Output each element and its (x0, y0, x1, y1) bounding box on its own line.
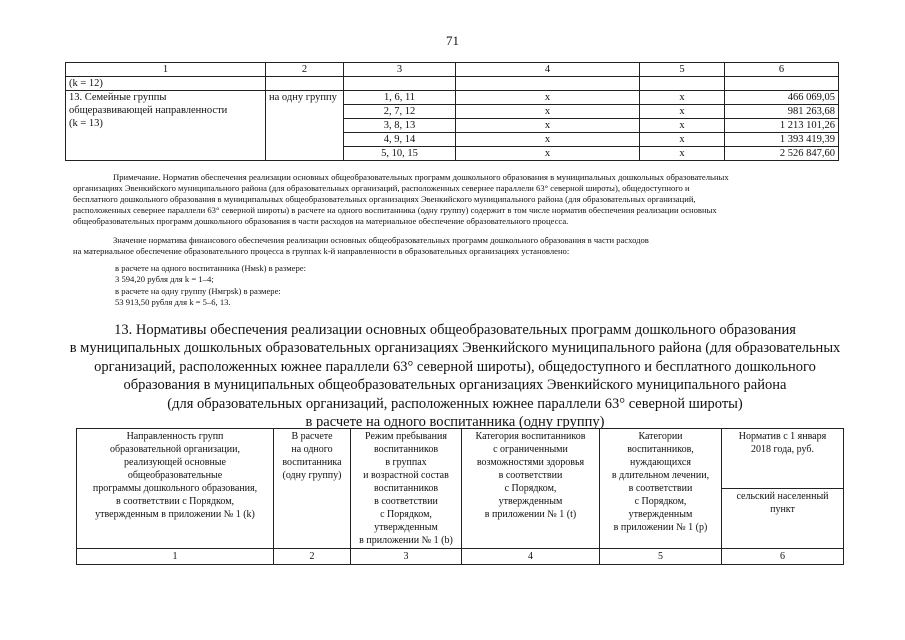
range-cell: 2, 7, 12 (344, 105, 456, 119)
col-3-header: 3 (344, 63, 456, 77)
col-number: 4 (462, 549, 600, 565)
value-cell: 2 526 847,60 (725, 147, 839, 161)
column-number-row (77, 549, 844, 565)
table-row (66, 91, 839, 105)
list-item: в расчете на одного воспитанника (Нмsk) в размере: (115, 263, 306, 273)
per-unit-header: В расчете на одного воспитанника (одну группу) (274, 429, 351, 549)
col-4-header: 4 (456, 63, 640, 77)
value-cell: 1 393 419,39 (725, 133, 839, 147)
note-paragraph: Примечание. Норматив обеспечения реализации основных общеобразовательных программ дошкольного образования в муниципальных дошкольных образовательных организациях Эвенкийского муниципального района (для образовательных организаций, расположенных севернее параллели 63° северной широты), общедоступного и бесплатного дошкольного образования в муниципальных общеобразовательных организациях Эвенкийского муниципального района (для образовательных организаций, расположенных севернее параллели 63° северной широты) в расчете на одного воспитанника (одну группу) содержит в том числе норматив обеспечения реализации основных общеобразовательных программ дошкольного образования в части расходов на материальное обеспечение образовательного процесса. (73, 172, 729, 226)
value-cell: 1 213 101,26 (725, 119, 839, 133)
x-cell: x (456, 133, 640, 147)
table-header-row (66, 63, 839, 77)
col-number: 1 (77, 549, 274, 565)
x-cell: x (456, 147, 640, 161)
range-cell: 1, 6, 11 (344, 91, 456, 105)
stay-mode-header: Режим пребывания воспитанников в группах и возрастной состав воспитанников в соответствии с Порядком, утвержденным в приложении № 1 (b) (351, 429, 462, 549)
unit-cell: на одну группу (266, 91, 344, 161)
list-item: 53 913,50 рубля для k = 5–6, 13. (115, 296, 231, 307)
x-cell: x (640, 147, 725, 161)
bottom-norms-table (76, 428, 844, 565)
range-cell: 3, 8, 13 (344, 119, 456, 133)
col-5-header: 5 (640, 63, 725, 77)
col-number: 5 (600, 549, 722, 565)
x-cell: x (456, 119, 640, 133)
continuation-cell: (k = 12) (66, 77, 266, 91)
range-cell: 5, 10, 15 (344, 147, 456, 161)
group-label-cell: 13. Семейные группы общеразвивающей направленности (k = 13) (66, 91, 266, 161)
norm-header: Норматив с 1 января 2018 года, руб. (722, 429, 844, 489)
x-cell: x (640, 119, 725, 133)
disability-category-header: Категория воспитанников с ограниченными возможностями здоровья в соответствии с Порядком, утвержденным в приложении № 1 (t) (462, 429, 600, 549)
direction-header: Направленность групп образовательной организации, реализующей основные общеобразовательные программы дошкольного образования, в соответствии с Порядком, утвержденным в приложении № 1 (k) (77, 429, 274, 549)
page-number: 71 (446, 33, 459, 48)
col-number: 2 (274, 549, 351, 565)
range-cell: 4, 9, 14 (344, 133, 456, 147)
x-cell: x (640, 105, 725, 119)
col-number: 6 (722, 549, 844, 565)
top-norms-table (65, 62, 839, 161)
norm-value-items (115, 263, 306, 308)
col-number: 3 (351, 549, 462, 565)
norm-value-paragraph: Значение норматива финансового обеспечения реализации основных общеобразовательных программ дошкольного образования в части расходов на материальное обеспечение образовательного процесса в группах k-й направленности в образовательных организациях установлено: (73, 235, 649, 256)
rural-settlement-header: сельский населенный пункт (722, 489, 844, 549)
col-6-header: 6 (725, 63, 839, 77)
list-item: в расчете на одну группу (Нмгрsk) в размере: (115, 285, 281, 296)
table-row (66, 77, 839, 91)
value-cell: 466 069,05 (725, 91, 839, 105)
col-2-header: 2 (266, 63, 344, 77)
x-cell: x (456, 91, 640, 105)
x-cell: x (456, 105, 640, 119)
x-cell: x (640, 133, 725, 147)
section-title: 13. Нормативы обеспечения реализации основных общеобразовательных программ дошкольного образования в муниципальных дошкольных образовательных организациях Эвенкийского муниципального района (для образовательных организаций, расположенных южнее параллели 63° северной широты), общедоступного и бесплатного дошкольного образования в муниципальных общеобразовательных организациях Эвенкийского муниципального района (для образовательных организаций, расположенных южнее параллели 63° северной широты) в расчете на одного воспитанника (одну группу) (69, 322, 841, 431)
table-header-row (77, 429, 844, 489)
value-cell: 981 263,68 (725, 105, 839, 119)
treatment-category-header: Категории воспитанников, нуждающихся в длительном лечении, в соответствии с Порядком, утвержденным в приложении № 1 (p) (600, 429, 722, 549)
x-cell: x (640, 91, 725, 105)
list-item: 3 594,20 рубля для k = 1–4; (115, 274, 214, 285)
col-1-header: 1 (66, 63, 266, 77)
